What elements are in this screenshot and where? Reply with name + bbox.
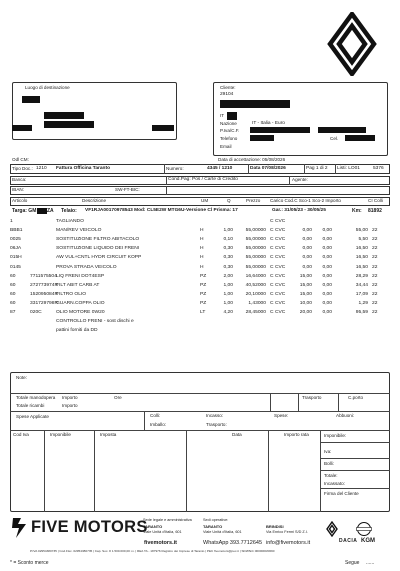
line-article: 015H <box>10 255 22 261</box>
brindisi-address: Via Enrico Fermi S/D Z.I. <box>266 530 308 534</box>
line-s2: 0,00 <box>322 273 332 279</box>
line-um: PZ <box>200 291 207 297</box>
hours-label: Ore <box>114 395 122 400</box>
trasporto-label: Trasporto: <box>206 422 227 427</box>
line-cc: C <box>270 300 274 306</box>
line-ci: 22 <box>372 228 378 234</box>
discount-note: * = Sconto merce <box>10 560 49 566</box>
line-price: 55,00000 <box>245 246 266 252</box>
legal-title: Sede legale e amministrativa <box>143 518 192 522</box>
importo-rata-label: Importo rata <box>284 432 309 437</box>
line-code: 152095084R <box>30 291 59 297</box>
line-s2: 0,00 <box>322 300 332 306</box>
line-um: H <box>200 255 204 261</box>
line-ci: 22 <box>372 300 378 306</box>
line-cc: C <box>270 228 274 234</box>
continued-label: Segue <box>345 560 360 566</box>
number-value: 4345 / 1210 <box>207 165 233 171</box>
line-qty: 0,10 <box>223 237 233 243</box>
imponibile-right: Imponibile: <box>324 433 347 438</box>
line-cvc: CVC <box>275 237 286 243</box>
chassis-value: VF1RJA00170978543 Mod: CL5E2W MTG6U-Versione Cl Prisma: 17 <box>85 208 238 213</box>
line-cc: C <box>270 291 274 297</box>
line-cc: C <box>270 255 274 261</box>
doc-type-code: 1210 <box>36 165 47 171</box>
renault-logo-icon <box>327 12 377 76</box>
line-amount: 16,50 <box>355 255 368 261</box>
number-label: Numero: <box>166 165 184 171</box>
line-description: LIQ FRENI DOT4ESP <box>56 273 105 279</box>
doc-type-label: Tipo Doc.: <box>12 165 33 171</box>
line-s1: 0,00 <box>302 246 312 252</box>
km-label: Km: <box>352 208 362 214</box>
line-um: H <box>200 246 204 252</box>
incassato-right: Incassato: <box>324 481 345 486</box>
redacted-block <box>345 135 375 141</box>
client-label: Cliente: <box>220 85 236 90</box>
data-label: Data <box>232 432 242 437</box>
line-price: 40,52000 <box>245 282 266 288</box>
line-cvc: CVC <box>275 310 286 315</box>
list-code: 5376 <box>373 165 384 171</box>
line-description: CONTROLLO FRENI - sost dischi e <box>56 319 134 325</box>
line-item-row <box>10 254 390 261</box>
line-cc: C <box>270 273 274 279</box>
line-cc: C <box>270 282 274 288</box>
imponibile-label: Imponibile <box>50 432 71 437</box>
redacted-block <box>250 127 310 133</box>
redacted-block <box>44 112 84 119</box>
colli-label: Colli: <box>150 413 161 418</box>
line-price: 55,00000 <box>245 228 266 234</box>
renault-small-logo-icon <box>326 521 338 537</box>
doc-type-name: Fattura Officina Taranto <box>56 165 111 171</box>
cod-iva-label: Cod Iva <box>13 432 29 437</box>
line-article: 60 <box>10 291 16 297</box>
page-label: Pag 1 di 2 <box>306 165 328 171</box>
line-cc: C <box>270 310 274 315</box>
redacted-block <box>22 96 40 103</box>
line-description: TAGLIANDO <box>56 219 84 224</box>
line-price: 55,00000 <box>245 255 266 261</box>
line-article: 06JA <box>10 246 22 252</box>
client-nation-label: Nazione <box>220 121 237 126</box>
iban-row <box>10 186 390 195</box>
line-s2: 0,00 <box>322 237 332 243</box>
line-price: 55,00000 <box>245 237 266 243</box>
abbuoni-label: Abbuoni: <box>336 413 355 418</box>
line-ci: 22 <box>372 291 378 297</box>
line-s1: 15,00 <box>299 273 312 279</box>
iban-label: IBAN: <box>12 187 24 192</box>
line-amount: 34,44 <box>355 282 368 288</box>
ci-col: CI Colli <box>368 198 383 203</box>
footer-email: info@fivemotors.it <box>266 540 311 546</box>
line-item-row <box>10 273 390 280</box>
line-cvc: CVC <box>275 264 286 270</box>
line-description: FILTRO OLIO <box>56 291 87 297</box>
spare-label: Totale ricambi <box>16 403 45 408</box>
redacted-block <box>44 121 94 128</box>
line-amount: 16,50 <box>355 246 368 252</box>
client-code: 29104 <box>220 92 234 97</box>
line-ci: 22 <box>372 237 378 243</box>
totale-right: Totale: <box>324 473 338 478</box>
line-price: 20,10000 <box>245 291 266 297</box>
line-s2: 0,00 <box>322 310 332 315</box>
line-cc: C <box>270 246 274 252</box>
line-qty: 1,00 <box>223 228 233 234</box>
client-phone-label: Telefono <box>220 136 238 141</box>
line-um: LT <box>200 310 206 315</box>
line-s1: 0,00 <box>302 255 312 261</box>
line-ci: 22 <box>372 310 378 315</box>
guarantee: Gar.: 31/05/23 - 30/05/25 <box>272 208 326 213</box>
line-item-row <box>10 282 390 289</box>
line-amount: 28,29 <box>355 273 368 279</box>
odl-label: Odl CM: <box>12 157 29 162</box>
legal-city: TARANTO <box>143 524 163 529</box>
bank-label: Banca: <box>12 177 27 182</box>
footer-whatsapp: WhatsApp 393.7712645 <box>203 540 263 546</box>
line-item-row <box>10 309 390 316</box>
agent-label: Agente: <box>292 177 308 182</box>
line-code: 272773974R <box>30 282 59 288</box>
line-cvc: CVC <box>275 219 286 224</box>
line-description: GUARN.COPPA OLIO <box>56 300 105 306</box>
line-s2: 0,00 <box>322 255 332 261</box>
kgm-label: KGM <box>361 538 375 544</box>
line-item-row <box>10 236 390 243</box>
line-s1: 10,00 <box>299 300 312 306</box>
line-article: BBB1 <box>10 228 23 234</box>
client-vat-label: P.Iva/C.F. <box>220 128 240 133</box>
footer-legal-line: P.IVA 02954380735 | Cod.Fisc. 02954380735 | Cap. Soc. € 1.500.000,00 i.v. | REA TA - 187976 Registro dei Imprese di Taranto | PEC fivemotors@pec.it | SDI/PEC 0000000/0690 <box>30 550 275 553</box>
redacted-block <box>227 112 237 120</box>
line-price: 28,45000 <box>245 310 266 315</box>
list-label: Listi: LO01 <box>337 165 360 171</box>
redacted-block <box>250 135 274 141</box>
line-qty: 2,00 <box>223 273 233 279</box>
line-s1: 20,00 <box>299 310 312 315</box>
client-box <box>213 82 388 156</box>
line-amount: 17,09 <box>355 291 368 297</box>
line-item-row <box>10 245 390 252</box>
line-description: MAN/REV VEICOLO <box>56 228 102 234</box>
line-qty: 1,00 <box>223 300 233 306</box>
article-col: Articolo <box>12 198 28 203</box>
date-value: Data 07/08/2026 <box>250 165 286 171</box>
footer-website: fivemotors.it <box>144 540 178 546</box>
brindisi-city: BRINDISI <box>266 524 284 529</box>
dacia-label: DACIA <box>339 538 358 544</box>
line-cvc: CVC <box>275 300 286 306</box>
line-cvc: CVC <box>275 228 286 234</box>
line-s1: 0,00 <box>302 264 312 270</box>
line-description: OLIO MOTORE 0W20 <box>56 310 105 315</box>
line-item-row <box>10 327 390 334</box>
line-article: 60 <box>10 282 16 288</box>
line-cc: C <box>270 237 274 243</box>
redacted-block <box>12 125 32 131</box>
km-value: 81892 <box>368 208 382 214</box>
line-item-row <box>10 300 390 307</box>
client-nation-value: IT - Italia - Euro <box>252 121 285 126</box>
redacted-block <box>37 208 47 214</box>
other-cols: Carico Cod.C Sco-1 Sco-2 Importo <box>270 198 341 203</box>
line-article: 60 <box>10 273 16 279</box>
description-col: Descrizione <box>82 198 106 203</box>
line-code: 7711575504 <box>30 273 57 279</box>
line-cvc: CVC <box>275 273 286 279</box>
op-address: Viale Unità d'Italia, 601 <box>203 530 242 534</box>
client-cell-label: Cel. <box>330 136 339 141</box>
line-qty: 0,30 <box>223 246 233 252</box>
line-qty: 1,00 <box>223 282 233 288</box>
footer-brand: FIVE MOTORS <box>31 518 148 536</box>
line-description: PROVA STRADA VEICOLO <box>56 264 117 270</box>
chassis-label: Telaio: <box>61 208 77 214</box>
continued-dots: ...... <box>366 560 375 566</box>
line-um: PZ <box>200 300 207 306</box>
line-ci: 22 <box>372 246 378 252</box>
client-it-label: IT <box>220 113 225 118</box>
line-qty: 4,20 <box>223 310 233 315</box>
acceptance-date: Data di accettazione: 05/08/2026 <box>218 157 286 162</box>
iva-right: Iva: <box>324 449 332 454</box>
line-item-row <box>10 218 390 225</box>
line-article: 87 <box>10 310 16 315</box>
line-ci: 22 <box>372 282 378 288</box>
transport-label: Trasporto <box>302 395 322 400</box>
line-article: 1 <box>10 219 13 224</box>
line-s2: 0,00 <box>322 264 332 270</box>
line-cvc: CVC <box>275 255 286 261</box>
line-ci: 22 <box>372 264 378 270</box>
line-cc: C <box>270 219 274 224</box>
line-s1: 0,00 <box>302 237 312 243</box>
bolli-right: Bolli: <box>324 461 334 466</box>
line-qty: 1,00 <box>223 291 233 297</box>
line-item-row <box>10 291 390 298</box>
expenses-label: Spese Applicate <box>16 414 49 419</box>
destination-label: Luogo di destinazione <box>25 85 70 90</box>
line-s2: 0,00 <box>322 228 332 234</box>
line-amount: 16,50 <box>355 264 368 270</box>
plate-label: Targa: GM <box>12 208 37 214</box>
op-city: TARANTO <box>203 524 223 529</box>
line-article: 0145 <box>10 264 21 270</box>
labour-amount-label: Importo <box>62 395 78 400</box>
line-um: PZ <box>200 273 207 279</box>
line-qty: 0,30 <box>223 264 233 270</box>
line-cvc: CVC <box>275 282 286 288</box>
spese-label: Spese: <box>274 413 289 418</box>
line-s1: 15,00 <box>299 282 312 288</box>
line-qty: 0,30 <box>223 255 233 261</box>
line-item-row <box>10 318 390 325</box>
imballo-label: Imballo: <box>150 422 167 427</box>
line-cvc: CVC <box>275 246 286 252</box>
labour-label: Totale manodopera <box>16 395 56 400</box>
line-item-row <box>10 264 390 271</box>
line-description: SOSTITUZIONE FILTRO ABITACOLO <box>56 237 140 243</box>
redacted-block <box>318 127 366 133</box>
op-title: Sedi operative: <box>203 518 229 522</box>
um-col: UM <box>201 198 209 203</box>
line-item-row <box>10 227 390 234</box>
redacted-block <box>220 100 290 108</box>
line-amount: 55,00 <box>355 228 368 234</box>
line-code: 331729798R <box>30 300 59 306</box>
client-email-label: Email <box>220 144 232 149</box>
price-col: Prezzo <box>246 198 261 203</box>
legal-address: Viale Unità d'Italia, 601 <box>143 530 182 534</box>
line-cc: C <box>270 264 274 270</box>
note-label: Note: <box>16 375 27 380</box>
payment-label: Cond.Pag: Pos / Carte di Credito <box>168 177 238 182</box>
line-s2: 0,00 <box>322 246 332 252</box>
line-um: H <box>200 228 204 234</box>
line-um: H <box>200 264 204 270</box>
line-s1: 15,00 <box>299 291 312 297</box>
line-article: 0025 <box>10 237 21 243</box>
transport-value: C.porto <box>348 395 364 400</box>
line-price: 55,00000 <box>245 264 266 270</box>
plate-tail: ZA <box>47 208 54 214</box>
line-cvc: CVC <box>275 291 286 297</box>
line-price: 16,64000 <box>245 273 266 279</box>
line-article: 60 <box>10 300 16 306</box>
line-description: AW VUL+CNTL HYDR CIRCUIT KOPP <box>56 255 142 261</box>
line-amount: 95,59 <box>355 310 368 315</box>
line-um: PZ <box>200 282 207 288</box>
line-ci: 22 <box>372 273 378 279</box>
line-amount: 1,29 <box>358 300 368 306</box>
line-description: pattini forniti da DD <box>56 328 98 334</box>
line-s2: 0,00 <box>322 291 332 297</box>
line-s2: 0,00 <box>322 282 332 288</box>
five-motors-logo-icon <box>12 518 28 538</box>
swift-label: SW-FT-BIC: <box>115 187 140 192</box>
redacted-block <box>152 125 174 131</box>
destination-box <box>12 82 177 140</box>
line-price: 1,43000 <box>248 300 266 306</box>
nissan-logo-icon <box>356 521 372 537</box>
imposta-label: Imposta <box>100 432 117 437</box>
line-s1: 0,00 <box>302 228 312 234</box>
line-description: FILT ABIT CARB AT <box>56 282 100 288</box>
line-code: 020C <box>30 310 42 315</box>
spare-amount-label: Importo <box>62 403 78 408</box>
line-description: SOSTITUZIONE LIQUIDO DEI FRENI <box>56 246 140 252</box>
incasso-label: Incasso: <box>206 413 224 418</box>
firma-right: Firma del Cliente <box>324 491 359 496</box>
line-ci: 22 <box>372 255 378 261</box>
line-um: H <box>200 237 204 243</box>
line-amount: 5,50 <box>358 237 368 243</box>
q-col: Q <box>227 198 231 203</box>
